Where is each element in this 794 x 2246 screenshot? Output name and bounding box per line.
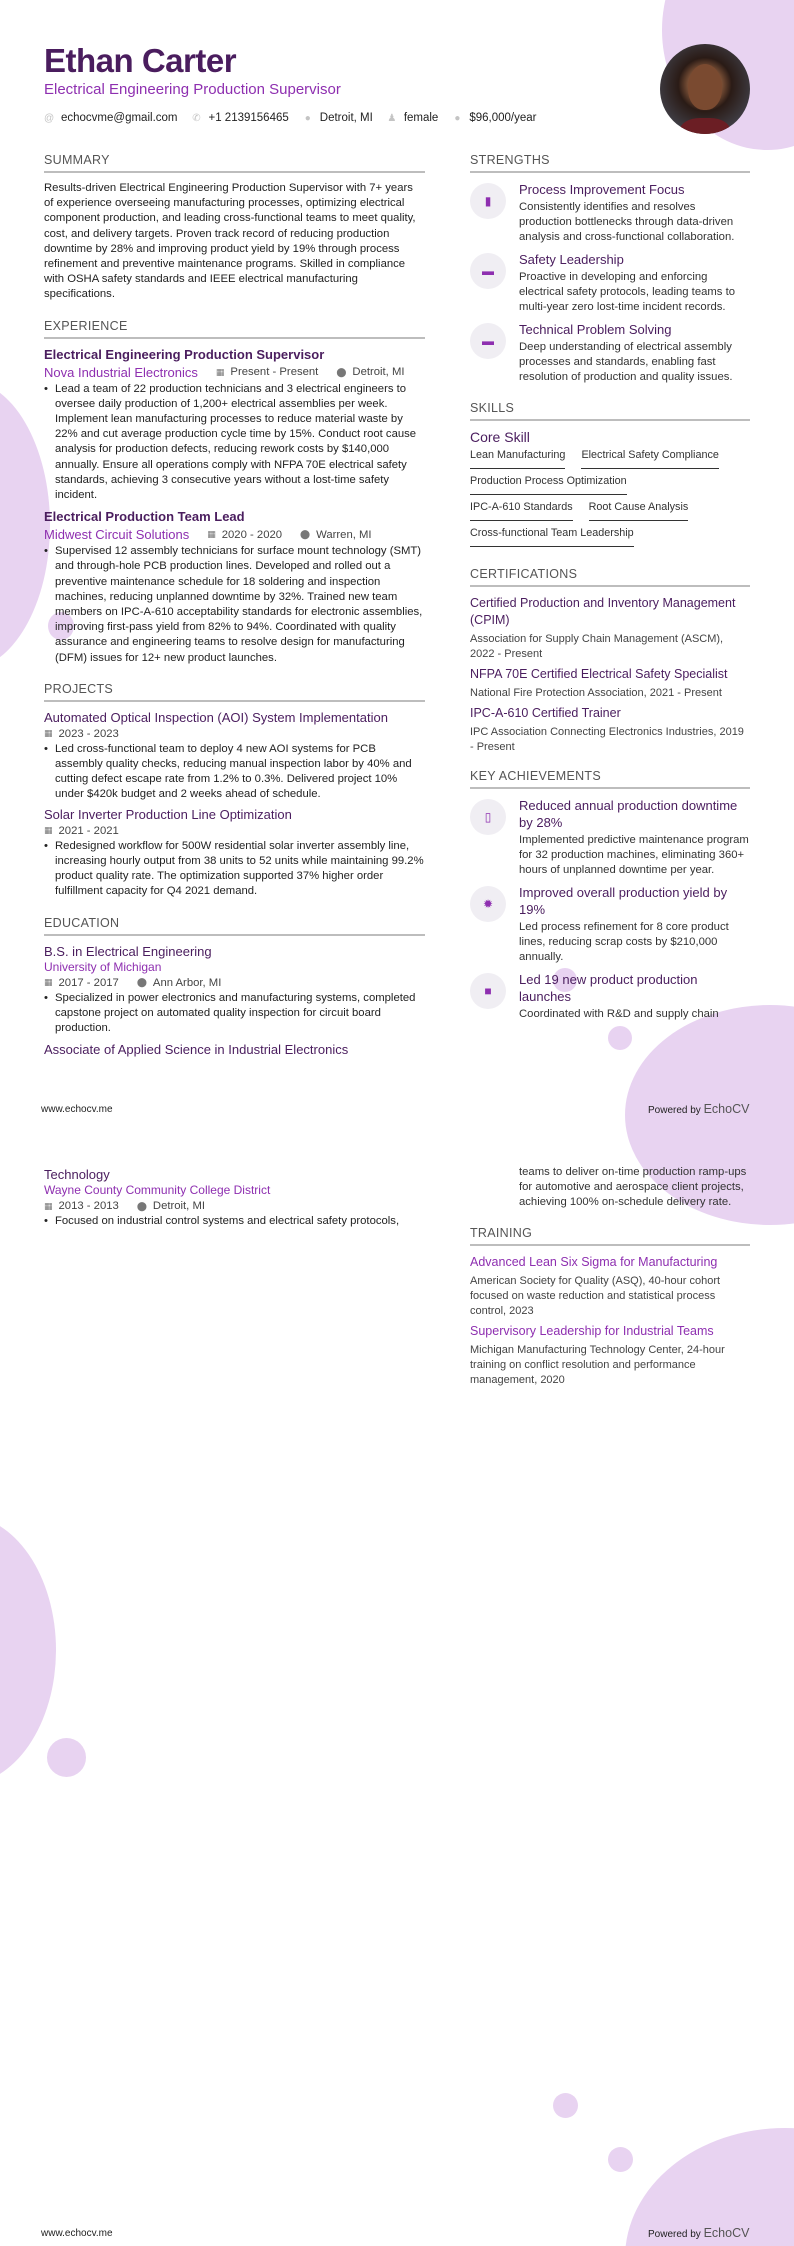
footer-url[interactable]: www.echocv.me — [41, 1104, 113, 1115]
certification-item — [470, 666, 750, 701]
job-meta-row — [44, 527, 425, 542]
mobile-icon: ▯ — [470, 799, 506, 835]
resume-header — [44, 42, 550, 124]
strength-title: Process Improvement Focus — [519, 182, 685, 197]
avatar-shirt — [680, 118, 730, 134]
degree-title-continued: Technology — [44, 1167, 110, 1182]
certification-title: Certified Production and Inventory Management (CPIM) — [470, 596, 736, 627]
powered-by — [648, 1102, 749, 1116]
education-bullet: • Specialized in power electronics and manufacturing systems, completed capstone project on automated quality inspection for circuit board production. — [44, 991, 425, 1037]
job-meta-row — [44, 365, 425, 380]
skill-tag: Electrical Safety Compliance — [581, 449, 718, 469]
strength-title: Safety Leadership — [519, 252, 624, 267]
clipboard-icon: ■ — [470, 973, 506, 1009]
location-value: Ann Arbor, MI — [152, 976, 222, 989]
calendar-icon: ▦ — [44, 728, 53, 739]
education-dates — [44, 1200, 119, 1212]
project-bullet: • Led cross-functional team to deploy 4 new AOI systems for PCB assembly quality checks, reducing manual inspection labor by 40% and cutting defect escape rate from 1.2% to 0.3%. Delivered project 10% under $420k budget and 2 weeks ahead of schedule. — [44, 742, 425, 803]
achievement-desc: Coordinated with R&D and supply chain — [519, 1008, 719, 1020]
dates-value: 2013 - 2013 — [58, 1200, 119, 1212]
calendar-icon: ▦ — [44, 1200, 53, 1211]
contact-location — [303, 112, 373, 124]
calendar-icon: ▦ — [207, 529, 216, 540]
left-column — [44, 153, 425, 1057]
gear-icon: ✹ — [470, 886, 506, 922]
contact-email[interactable] — [44, 112, 178, 124]
certification-title: NFPA 70E Certified Electrical Safety Specialist — [470, 667, 728, 681]
strength-title: Technical Problem Solving — [519, 322, 672, 337]
section-heading-skills: SKILLS — [470, 401, 750, 421]
powered-by-label: Powered by — [648, 2229, 701, 2240]
job-title: Electrical Production Team Lead — [44, 509, 245, 525]
phone-value: +1 2139156465 — [208, 112, 289, 124]
education-item — [44, 944, 425, 1037]
company-name: Midwest Circuit Solutions — [44, 527, 190, 543]
salary-icon: ● — [454, 112, 461, 124]
strength-desc: Deep understanding of electrical assembly processes and standards, enabling fast resolution of production and quality issues. — [519, 341, 733, 383]
left-column-page-2 — [44, 1165, 425, 1229]
education-dates — [44, 977, 119, 989]
at-icon: @ — [44, 112, 55, 124]
strength-item — [470, 181, 750, 245]
skill-tag: Production Process Optimization — [470, 475, 627, 495]
calendar-icon: ▦ — [215, 366, 225, 377]
education-meta-row — [44, 1200, 425, 1212]
strength-item — [470, 251, 750, 315]
contact-phone[interactable] — [192, 112, 289, 124]
section-heading-achievements: KEY ACHIEVEMENTS — [470, 769, 750, 789]
project-dates — [44, 825, 119, 837]
skill-tag: Root Cause Analysis — [589, 501, 689, 521]
section-heading-projects: PROJECTS — [44, 682, 425, 702]
strength-item — [470, 321, 750, 385]
chat-bubble-icon: ▬ — [470, 253, 506, 289]
education-location — [137, 1200, 205, 1212]
salary-value: $96,000/year — [469, 112, 537, 124]
education-item — [44, 1042, 425, 1057]
achievement-desc-continued: teams to deliver on-time production ramp-ups for automotive and aerospace client projects, achieving 100% on-schedule delivery rate. — [519, 1166, 747, 1208]
certification-issuer: Association for Supply Chain Management (ASCM), 2022 - Present — [470, 633, 724, 660]
achievement-title: Led 19 new product production launches — [519, 972, 698, 1004]
candidate-title: Electrical Engineering Production Supervisor — [44, 81, 341, 98]
achievement-item — [470, 884, 750, 965]
project-dates — [44, 728, 119, 740]
achievement-desc: Implemented predictive maintenance program for 32 production machines, eliminating 360+ hours of unplanned downtime per year. — [519, 834, 749, 876]
education-meta-row — [44, 977, 425, 989]
project-bullet: • Redesigned workflow for 500W residential solar inverter assembly line, increasing hourly output from 38 units to 52 units while maintaining 99.2% product quality rate. The optimization supported 37% higher order fulfillment capacity for Q4 2021 demand. — [44, 839, 425, 900]
powered-by-label: Powered by — [648, 1105, 701, 1116]
decor-blob-left-1 — [0, 380, 50, 670]
decor-dot-left-2 — [47, 1738, 86, 1777]
training-item — [470, 1323, 750, 1388]
achievement-desc: Led process refinement for 8 core product lines, reducing scrap costs by $210,000 annually. — [519, 921, 729, 963]
brand-name: EchoCV — [703, 2226, 750, 2240]
strength-desc: Proactive in developing and enforcing electrical safety protocols, leading teams to multi-year zero lost-time incident records. — [519, 271, 736, 313]
degree-title: B.S. in Electrical Engineering — [44, 943, 212, 959]
calendar-icon: ▦ — [44, 977, 53, 987]
decor-dot-bottom-1 — [553, 2093, 578, 2118]
candidate-name: Ethan Carter — [44, 42, 237, 79]
avatar — [660, 44, 750, 134]
experience-item — [44, 509, 425, 666]
job-location — [300, 529, 372, 541]
powered-by-page-2 — [648, 2226, 749, 2240]
section-heading-summary: SUMMARY — [44, 153, 425, 173]
job-dates — [207, 529, 282, 541]
company-name: Nova Industrial Electronics — [44, 364, 198, 380]
phone-icon: ✆ — [192, 112, 201, 124]
dates-value: Present - Present — [230, 366, 319, 379]
location-value: Detroit, MI — [152, 1200, 206, 1212]
location-pin-icon: ⬤ — [336, 366, 347, 377]
brand-name: EchoCV — [703, 1102, 750, 1116]
certification-item — [470, 595, 750, 662]
contact-salary — [452, 112, 536, 124]
location-pin-icon: ● — [304, 112, 311, 124]
gender-value: female — [403, 112, 439, 124]
location-pin-icon: ⬤ — [300, 529, 311, 540]
project-title: Automated Optical Inspection (AOI) System Implementation — [44, 709, 388, 725]
achievement-title: Reduced annual production downtime by 28% — [519, 798, 738, 830]
dates-value: 2017 - 2017 — [58, 976, 119, 989]
project-item — [44, 710, 425, 803]
document-bolt-icon: ▮ — [470, 183, 506, 219]
section-heading-strengths: STRENGTHS — [470, 153, 750, 173]
calendar-icon: ▦ — [44, 825, 53, 836]
dates-value: 2020 - 2020 — [221, 528, 283, 541]
section-heading-training: TRAINING — [470, 1226, 750, 1246]
project-meta-row — [44, 825, 425, 837]
project-item — [44, 807, 425, 900]
training-title: Advanced Lean Six Sigma for Manufacturing — [470, 1255, 718, 1269]
job-title: Electrical Engineering Production Supervisor — [44, 346, 325, 362]
footer-url-page-2[interactable]: www.echocv.me — [41, 2228, 113, 2239]
training-title: Supervisory Leadership for Industrial Teams — [470, 1324, 714, 1338]
skill-tag: Cross-functional Team Leadership — [470, 527, 634, 547]
degree-title: Associate of Applied Science in Industrial Electronics — [44, 1042, 349, 1058]
dates-value: 2021 - 2021 — [58, 824, 119, 837]
person-icon: ♟ — [387, 112, 397, 124]
job-bullet: • Lead a team of 22 production technicians and 3 electrical engineers to oversee daily production of 1,200+ electrical assemblies per week. Implement lean manufacturing processes to reduce material waste by 22% and cut average production cycle time by 15%. Conduct root cause analysis for production defects, reducing rework costs by $140,000 annually. Ensure all operations comply with NFPA 70E electrical safety standards, achieving 3 consecutive years without a lost-time safety incident. — [44, 382, 425, 504]
skill-tag: IPC-A-610 Standards — [470, 501, 573, 521]
chat-bubble-icon: ▬ — [470, 323, 506, 359]
location-value: Detroit, MI — [352, 366, 405, 379]
strength-desc: Consistently identifies and resolves production bottlenecks through data-driven analysis and cross-functional collaboration. — [519, 201, 735, 243]
email-value: echocvme@gmail.com — [61, 112, 178, 124]
contact-gender — [387, 112, 439, 124]
job-location — [336, 366, 404, 378]
job-dates — [216, 366, 318, 378]
avatar-face — [688, 64, 722, 110]
certification-title: IPC-A-610 Certified Trainer — [470, 706, 621, 720]
achievement-item — [470, 797, 750, 878]
decor-dot-bottom-2 — [608, 2147, 633, 2172]
training-desc: American Society for Quality (ASQ), 40-hour cohort focused on waste reduction and statistical process control, 2023 — [470, 1275, 721, 1317]
skill-tag: Lean Manufacturing — [470, 449, 565, 469]
school-name: University of Michigan — [44, 959, 162, 974]
location-value: Detroit, MI — [319, 112, 373, 124]
dates-value: 2023 - 2023 — [58, 727, 119, 740]
education-bullet: • Focused on industrial control systems and electrical safety protocols, — [44, 1214, 425, 1229]
location-pin-icon: ⬤ — [136, 977, 147, 987]
achievement-desc-continued-wrap — [470, 1165, 750, 1210]
section-heading-education: EDUCATION — [44, 916, 425, 936]
job-bullet: • Supervised 12 assembly technicians for surface mount technology (SMT) and through-hole PCB production lines. Developed and rolled out a preventive maintenance schedule for 18 soldering and inspection machines, reducing unplanned downtime by 32%. Trained new team members on IPC-A-610 acceptability standards for electronic assemblies, improving first-pass yield from 82% to 94%. Coordinated with quality assurance and engineering teams to resolve design for manufacturing (DFM) issues for 12+ new product launches. — [44, 544, 425, 666]
achievement-item — [470, 971, 750, 1022]
certification-issuer: National Fire Protection Association, 2021 - Present — [470, 687, 722, 699]
decor-blob-left-2 — [0, 1515, 56, 1785]
training-desc: Michigan Manufacturing Technology Center, 24-hour training on conflict resolution and performance management, 2020 — [470, 1344, 725, 1386]
contact-row — [44, 112, 550, 124]
right-column-page-2 — [470, 1163, 750, 1392]
right-column — [470, 153, 750, 1028]
skills-list — [470, 449, 750, 553]
certification-item — [470, 705, 750, 755]
school-name: Wayne County Community College District — [44, 1183, 271, 1197]
location-value: Warren, MI — [316, 528, 372, 541]
certification-issuer: IPC Association Connecting Electronics Industries, 2019 - Present — [470, 726, 744, 753]
education-location — [137, 977, 222, 989]
section-heading-certifications: CERTIFICATIONS — [470, 567, 750, 587]
section-heading-experience: EXPERIENCE — [44, 319, 425, 339]
decor-dot-right-mid-2 — [608, 1026, 632, 1050]
location-pin-icon: ⬤ — [136, 1200, 147, 1211]
achievement-title: Improved overall production yield by 19% — [519, 885, 728, 917]
experience-item — [44, 347, 425, 504]
project-title: Solar Inverter Production Line Optimization — [44, 806, 292, 822]
project-meta-row — [44, 728, 425, 740]
skill-group-title: Core Skill — [470, 429, 530, 445]
summary-text: Results-driven Electrical Engineering Production Supervisor with 7+ years of experience overseeing manufacturing processes, optimizing electrical component production, and leading cross-functional teams to meet quality, cost, and delivery targets. Proven track record of reducing production downtime by 28% and improving product yield by 19% through process refinement and preventive maintenance programs. Skilled in compliance with OSHA safety standards and IEEE electrical manufacturing specifications. — [44, 182, 416, 301]
training-item — [470, 1254, 750, 1319]
